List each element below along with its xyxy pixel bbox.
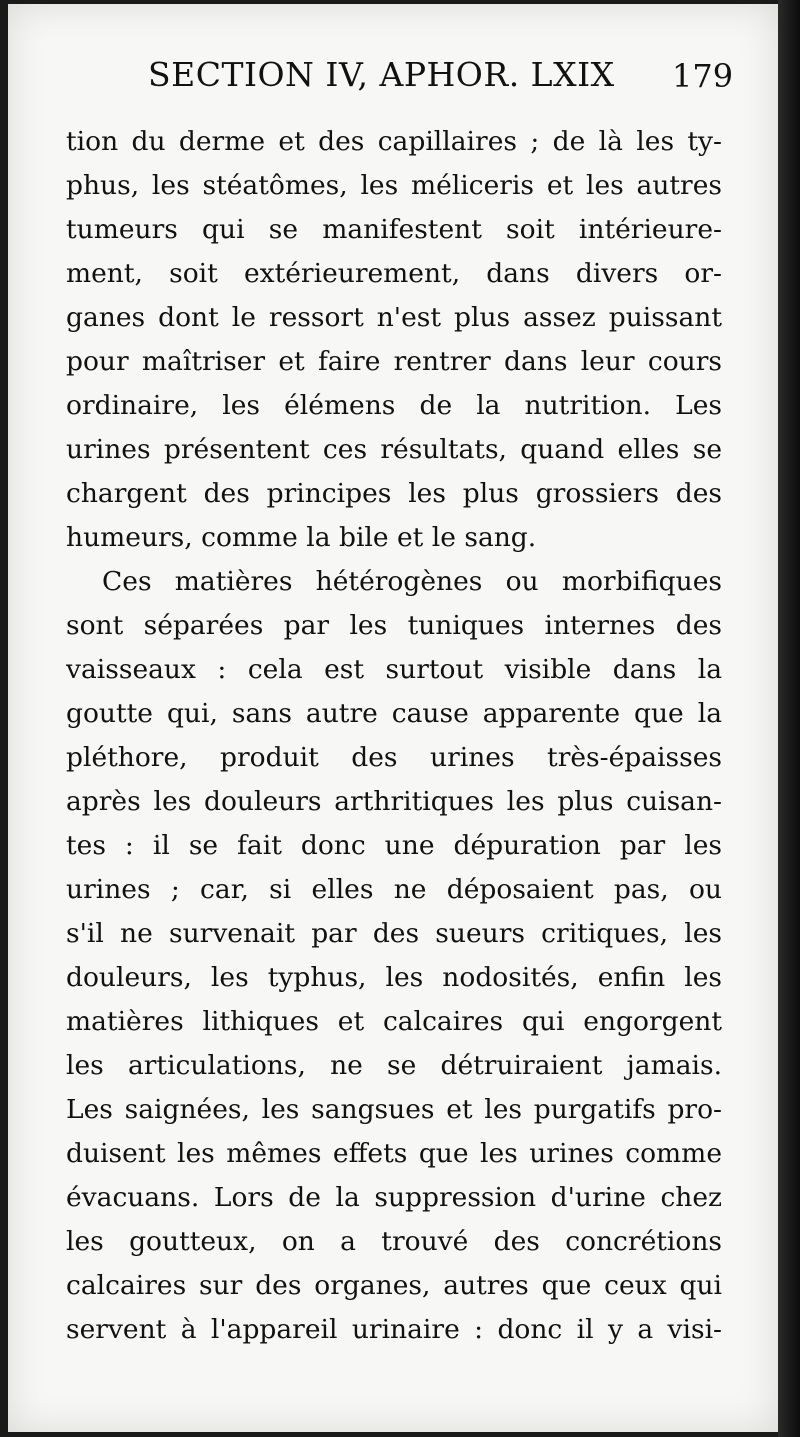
- text-line: évacuans. Lors de la suppression d'urine chez: [66, 1182, 722, 1213]
- text-line: goutte qui, sans autre cause apparente que la: [66, 698, 722, 729]
- text-line: tion du derme et des capillaires ; de là les ty-: [66, 126, 722, 157]
- text-line-paragraph-end: humeurs, comme la bile et le sang.: [66, 522, 537, 553]
- text-line-paragraph-start: Ces matières hétérogènes ou morbifiques: [102, 566, 722, 597]
- text-line: vaisseaux : cela est surtout visible dans la: [66, 654, 722, 685]
- page-edge-shadow: [778, 0, 800, 1437]
- text-line: pléthore, produit des urines très-épaisses: [66, 742, 722, 773]
- text-line: tumeurs qui se manifestent soit intérieure-: [66, 214, 722, 245]
- text-line: les goutteux, on a trouvé des concrétions: [66, 1226, 722, 1257]
- text-line: pour maîtriser et faire rentrer dans leur cours: [66, 346, 722, 377]
- text-line: sont séparées par les tuniques internes des: [66, 610, 722, 641]
- text-line: ment, soit extérieurement, dans divers or-: [66, 258, 722, 289]
- text-line: matières lithiques et calcaires qui engorgent: [66, 1006, 722, 1037]
- text-line: tes : il se fait donc une dépuration par les: [66, 830, 722, 861]
- text-line: servent à l'appareil urinaire : donc il y a visi-: [66, 1314, 722, 1345]
- text-line: ordinaire, les élémens de la nutrition. Les: [66, 390, 722, 421]
- text-line: phus, les stéatômes, les méliceris et les autres: [66, 170, 722, 201]
- page-header: [0, 55, 800, 107]
- text-line: ganes dont le ressort n'est plus assez puissant: [66, 302, 722, 333]
- running-head: SECTION IV, APHOR. LXIX: [148, 55, 615, 94]
- text-line: urines présentent ces résultats, quand elles se: [66, 434, 722, 465]
- text-line: calcaires sur des organes, autres que ceux qui: [66, 1270, 722, 1301]
- text-line: urines ; car, si elles ne déposaient pas, ou: [66, 874, 722, 905]
- text-line: Les saignées, les sangsues et les purgatifs pro-: [66, 1094, 722, 1125]
- text-line: s'il ne survenait par des sueurs critiques, les: [66, 918, 722, 949]
- page-number: 179: [672, 57, 734, 95]
- text-line: après les douleurs arthritiques les plus cuisan-: [66, 786, 722, 817]
- text-line: douleurs, les typhus, les nodosités, enfin les: [66, 962, 722, 993]
- text-line: les articulations, ne se détruiraient jamais.: [66, 1050, 722, 1081]
- body-text: [66, 120, 722, 1352]
- text-line: chargent des principes les plus grossiers des: [66, 478, 722, 509]
- text-line: duisent les mêmes effets que les urines comme: [66, 1138, 722, 1169]
